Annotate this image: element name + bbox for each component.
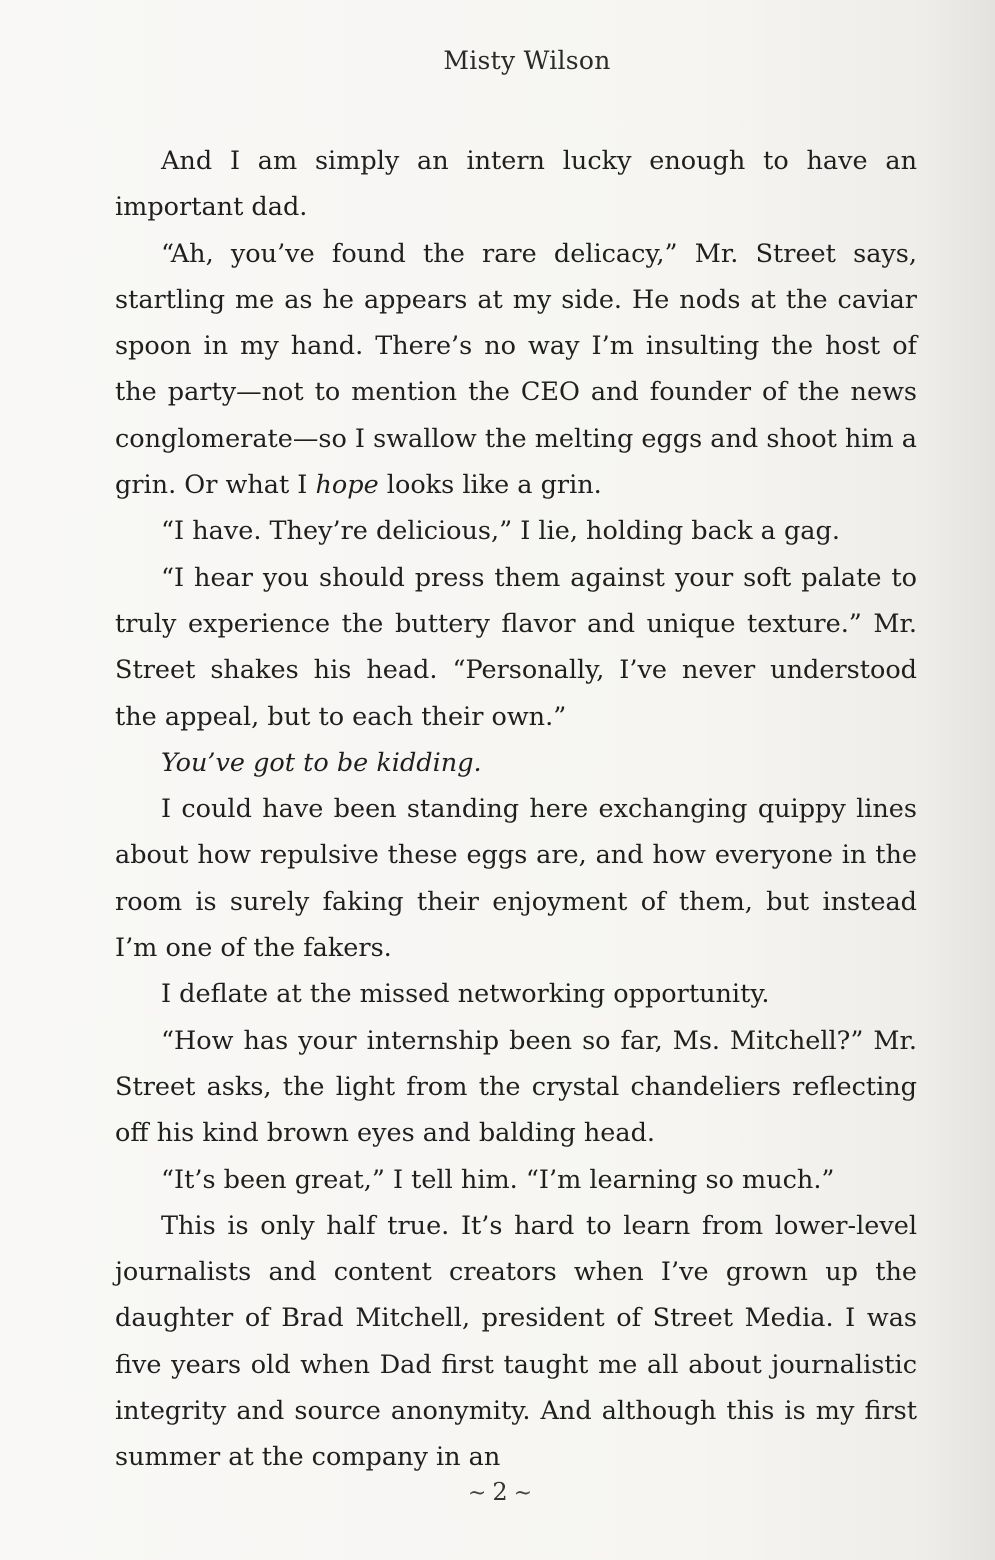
paragraph-4: “I hear you should press them against your soft palate to truly experience the buttery flavor and unique texture.” Mr. Street shakes his head. “Personally, I’ve never understood the appeal, but to each their own.”	[115, 562, 917, 732]
running-head: Misty Wilson	[443, 46, 611, 75]
page-number: 2	[492, 1478, 508, 1506]
paragraph-6: I could have been standing here exchanging quippy lines about how repulsive these eggs are, and how everyone in the room is surely faking their enjoyment of them, but instead I’m one of the fakers.	[115, 794, 917, 964]
paragraph-7: I deflate at the missed networking opportunity.	[161, 979, 770, 1010]
paragraph-2	[115, 231, 917, 509]
paragraph-3: “I have. They’re delicious,” I lie, holding back a gag.	[161, 516, 840, 547]
paragraph-10: This is only half true. It’s hard to learn from lower-level journalists and content creators when I’ve grown up the daughter of Brad Mitchell, president of Street Media. I was five years old when Dad first taught me all about journalistic integrity and source anonymity. And although this is my first summer at the company in an	[115, 1210, 917, 1473]
paragraph-9: “It’s been great,” I tell him. “I’m learning so much.”	[161, 1164, 835, 1195]
paragraph-8: “How has your internship been so far, Ms. Mitchell?” Mr. Street asks, the light from the crystal chandeliers reflecting off his kind brown eyes and balding head.	[115, 1025, 917, 1149]
paragraph-1: And I am simply an intern lucky enough to have an important dad.	[115, 146, 917, 223]
folio-ornament-left: ~	[467, 1481, 487, 1506]
paragraph-2-text: “Ah, you’ve found the rare delicacy,” Mr. Street says, startling me as he appears at my side. He nods at the caviar spoon in my hand. There’s no way I’m insulting the host of the party—not to mention the CEO and founder of the news conglomerate—so I swallow the melting eggs and shoot him a grin. Or what I	[115, 238, 917, 501]
body-text	[115, 138, 917, 1481]
paragraph-5	[115, 740, 917, 786]
paragraph-2-emphasis: hope	[315, 470, 379, 501]
paragraph-5-italic: You’ve got to be kidding.	[161, 747, 482, 778]
paragraph-2-end: looks like a grin.	[378, 470, 602, 501]
folio-ornament-right: ~	[513, 1481, 533, 1506]
page-folio	[0, 1478, 995, 1506]
